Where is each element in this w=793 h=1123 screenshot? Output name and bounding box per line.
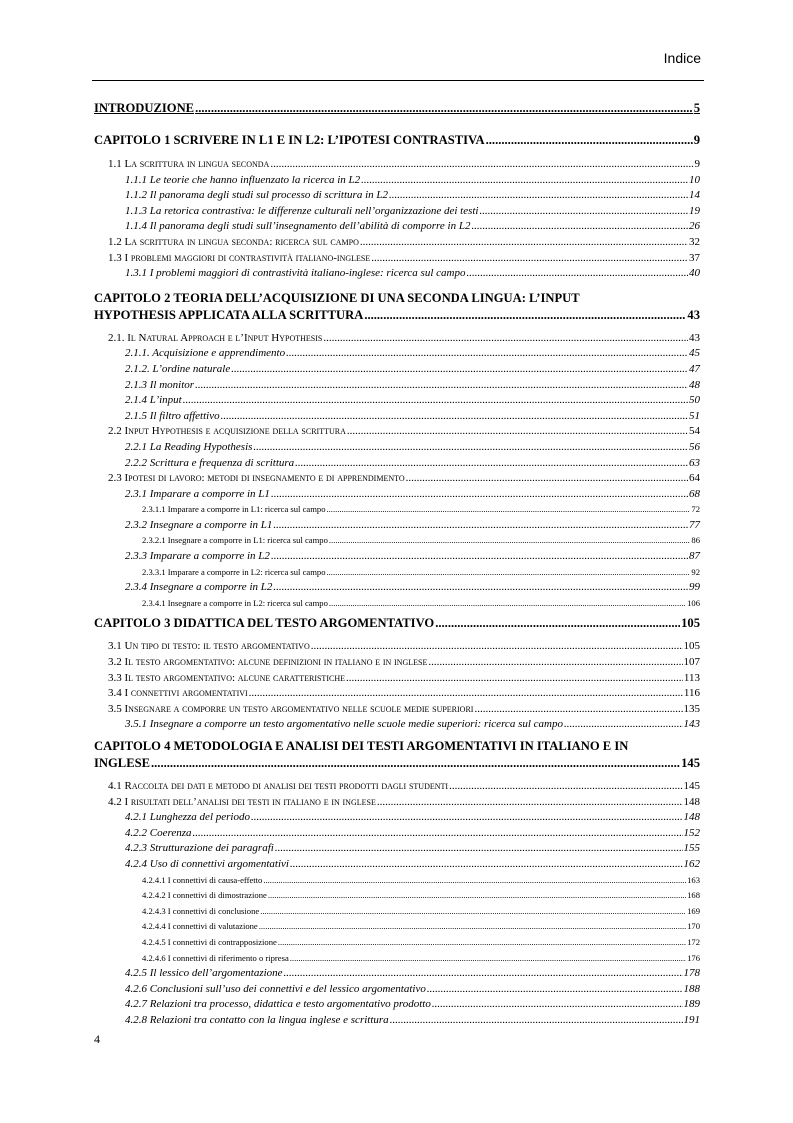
dot-leader [278, 935, 686, 951]
dot-leader [273, 580, 688, 596]
toc-entry-label: 4.2.4.6 I connettivi di riferimento o ripresa [142, 952, 289, 963]
dot-leader [449, 779, 682, 795]
toc-entry-label: 2.3.4.1 Insegnare a comporre in L2: ricerca sul campo [142, 597, 328, 608]
toc-page-number: 191 [683, 1013, 700, 1026]
toc-entry[interactable] [94, 173, 700, 189]
dot-leader [271, 549, 688, 565]
dot-leader [249, 686, 683, 702]
dot-leader [231, 362, 688, 378]
toc-entry-label: 2.3.1.1 Imparare a comporre in L1: ricerca sul campo [142, 504, 326, 515]
toc-entry-label: 2.2.1 La Reading Hypothesis [125, 440, 253, 453]
toc-page-number: 170 [687, 921, 700, 932]
toc-page-number: 26 [689, 220, 700, 233]
toc-page-number: 47 [689, 362, 700, 375]
toc-entry-label: 2.3.4 Insegnare a comporre in L2 [125, 581, 273, 594]
dot-leader [428, 655, 682, 671]
dot-leader [290, 951, 686, 967]
toc-entry-label: 1.1.2 Il panorama degli studi sul processo di scrittura in L2 [125, 189, 388, 202]
toc-page-number: 9 [694, 158, 700, 170]
toc-entry-label: 2.1.4 L’input [125, 394, 182, 407]
toc-entry[interactable] [94, 188, 700, 204]
toc-entry-label: CAPITOLO 3 DIDATTICA DEL TESTO ARGOMENTATIVO [94, 616, 435, 631]
toc-entry-label: 2.1.1. Acquisizione e apprendimento [125, 347, 286, 360]
dot-leader [259, 919, 686, 935]
toc-entry[interactable] [94, 502, 700, 518]
toc-entry-label: 3.2 Il testo argomentativo: alcune definizioni in italiano e in inglese [108, 656, 428, 669]
toc-entry[interactable] [94, 615, 700, 631]
toc-entry[interactable] [94, 235, 700, 251]
dot-leader [406, 471, 688, 487]
toc-entry[interactable] [94, 755, 700, 771]
toc-entry[interactable] [94, 655, 700, 671]
toc-entry-label: 3.5 Insegnare a comporre un testo argomentativo nelle scuole medie superiori [108, 702, 474, 715]
toc-entry[interactable] [94, 393, 700, 409]
toc-entry[interactable] [94, 888, 700, 904]
toc-page-number: 77 [689, 518, 700, 531]
toc-entry[interactable] [94, 307, 700, 323]
toc-entry-label: 1.1.4 Il panorama degli studi sull’insegnamento dell’abilità di comporre in L2 [125, 220, 471, 233]
toc-entry[interactable] [94, 904, 700, 920]
toc-entry[interactable] [94, 378, 700, 394]
dot-leader [270, 157, 693, 173]
toc-page-number: 113 [683, 671, 700, 684]
toc-entry-label: 1.1.3 La retorica contrastiva: le differenze culturali nell’organizzazione dei testi [125, 204, 479, 217]
toc-page-number: 105 [683, 640, 700, 653]
dot-leader [221, 409, 688, 425]
toc-page-number: 10 [689, 173, 700, 186]
toc-page-number: 9 [693, 133, 700, 147]
toc-entry[interactable] [94, 331, 700, 347]
toc-page-number: 178 [683, 967, 700, 980]
page-number: 4 [94, 1032, 100, 1046]
toc-entry[interactable] [94, 266, 700, 282]
toc-page-number: 5 [693, 101, 700, 115]
toc-page-number: 135 [683, 702, 700, 715]
toc-entry-label: 3.1 Un tipo di testo: il testo argomentativo [108, 640, 310, 653]
toc-page-number: 148 [683, 811, 700, 824]
dot-leader [251, 810, 683, 826]
toc-entry-label: 2.3.2.1 Insegnare a comporre in L1: ricerca sul campo [142, 535, 328, 546]
toc-page-number: 176 [687, 952, 700, 963]
toc-entry-label: 4.2 I risultati dell’analisi dei testi in italiano e in inglese [108, 795, 376, 808]
toc-entry-label: 2.3.3 Imparare a comporre in L2 [125, 550, 270, 563]
toc-entry-label: 2.3.1 Imparare a comporre in L1 [125, 487, 270, 500]
dot-leader [389, 188, 688, 204]
dot-leader [286, 346, 688, 362]
dot-leader [360, 235, 688, 251]
dot-leader [183, 393, 688, 409]
toc-entry[interactable] [94, 671, 700, 687]
toc-page-number: 43 [687, 307, 700, 322]
toc-entry[interactable] [94, 857, 700, 873]
toc-chapter-title-line: CAPITOLO 2 TEORIA DELL’ACQUISIZIONE DI UNA SECONDA LINGUA: L’INPUT [94, 290, 580, 305]
toc-entry[interactable] [94, 966, 700, 982]
dot-leader [364, 307, 686, 323]
toc-entry[interactable] [94, 919, 700, 935]
toc-entry-label: INGLESE [94, 756, 150, 770]
toc-page-number: 107 [683, 656, 700, 669]
toc-page-number: 172 [687, 936, 700, 947]
running-title: Indice [663, 50, 701, 66]
dot-leader [361, 173, 688, 189]
toc-entry-label: 3.3 Il testo argomentativo: alcune caratteristiche [108, 671, 345, 684]
toc-page-number: 56 [689, 440, 700, 453]
toc-entry[interactable] [94, 686, 700, 702]
toc-page-number: 48 [689, 378, 700, 391]
dot-leader [480, 204, 689, 220]
toc-entry[interactable] [94, 487, 700, 503]
toc-entry-label: 4.2.4.4 I connettivi di valutazione [142, 921, 258, 932]
toc-entry-label: 2.3.2 Insegnare a comporre in L1 [125, 518, 273, 531]
toc-page-number: 87 [689, 550, 700, 563]
toc-entry-label: 1.1 La scrittura in lingua seconda [108, 158, 270, 170]
toc-entry[interactable] [94, 471, 700, 487]
toc-page-number: 169 [687, 905, 700, 916]
toc-page-number: 45 [689, 347, 700, 360]
toc-page-number: 51 [689, 409, 700, 422]
toc-entry[interactable] [94, 826, 700, 842]
toc-entry-label: 4.2.4.3 I connettivi di conclusione [142, 905, 260, 916]
toc-page-number: 63 [689, 456, 700, 469]
toc-entry[interactable] [94, 132, 700, 148]
toc-page-number: 162 [683, 857, 700, 870]
toc-entry-label: 2.2 Input Hypothesis e acquisizione della scrittura [108, 425, 346, 438]
dot-leader [275, 841, 683, 857]
toc-entry-label: 4.2.5 Il lessico dell’argomentazione [125, 967, 283, 980]
toc-entry-label: 1.1.1 Le teorie che hanno influenzato la ricerca in L2 [125, 173, 361, 186]
toc-entry-label: 4.2.3 Strutturazione dei paragrafi [125, 842, 274, 855]
toc-page-number: 50 [689, 394, 700, 407]
toc-entry[interactable] [94, 518, 700, 534]
toc-entry-label: 4.2.4.2 I connettivi di dimostrazione [142, 890, 267, 901]
dot-leader [271, 487, 688, 503]
toc-page-number: 168 [687, 890, 700, 901]
toc-entry[interactable] [94, 935, 700, 951]
toc-entry-label: 2.1.5 Il filtro affettivo [125, 409, 220, 422]
dot-leader [427, 982, 683, 998]
toc-entry-label: HYPOTHESIS APPLICATA ALLA SCRITTURA [94, 307, 364, 322]
toc-page-number: 152 [683, 826, 700, 839]
toc-page-number: 19 [689, 204, 700, 217]
dot-leader [290, 857, 683, 873]
toc-page-number: 72 [691, 504, 700, 515]
dot-leader [195, 378, 688, 394]
toc-entry-label: 2.3 Ipotesi di lavoro: metodi di insegnamento e di apprendimento [108, 472, 405, 485]
toc-page-number: 86 [691, 535, 700, 546]
toc-entry[interactable] [94, 533, 700, 549]
toc-entry-label: 4.1 Raccolta dei dati e metodo di analisi dei testi prodotti dagli studenti [108, 780, 449, 792]
dot-leader [471, 219, 688, 235]
toc-page-number: 14 [689, 189, 700, 202]
toc-page-number: 99 [689, 581, 700, 594]
toc-entry[interactable] [94, 100, 700, 116]
toc-page-number: 40 [689, 267, 700, 280]
toc-entry-label: 2.1. Il Natural Approach e l’Input Hypothesis [108, 331, 323, 344]
toc-entry-label: 3.4 I connettivi argomentativi [108, 687, 248, 700]
dot-leader [474, 702, 682, 718]
toc-entry[interactable] [94, 362, 700, 378]
dot-leader [435, 615, 680, 631]
dot-leader [151, 755, 680, 771]
toc-page-number: 116 [683, 687, 700, 700]
dot-leader [260, 904, 686, 920]
toc-page-number: 145 [683, 780, 700, 792]
dot-leader [377, 795, 683, 811]
toc-entry[interactable] [94, 346, 700, 362]
dot-leader [311, 639, 683, 655]
toc-entry[interactable] [94, 1013, 700, 1029]
dot-leader [346, 671, 683, 687]
toc-entry[interactable] [94, 779, 700, 795]
toc-entry-label: 1.3.1 I problemi maggiori di contrastività italiano-inglese: ricerca sul campo [125, 267, 466, 280]
dot-leader [295, 456, 688, 472]
toc-entry[interactable] [94, 982, 700, 998]
toc-entry[interactable] [94, 565, 700, 581]
toc-entry-label: 4.2.6 Conclusioni sull’uso dei connettivi e del lessico argomentativo [125, 982, 426, 995]
toc-page-number: 145 [681, 756, 700, 770]
toc-entry-label: 1.2 La scrittura in lingua seconda: ricerca sul campo [108, 235, 359, 248]
toc-page-number: 43 [689, 331, 700, 344]
toc-entry-label: 4.2.7 Relazioni tra processo, didattica e testo argomentativo prodotto [125, 998, 431, 1011]
toc-entry-label: INTRODUZIONE [94, 101, 195, 115]
toc-entry[interactable] [94, 873, 700, 889]
toc-entry[interactable] [94, 580, 700, 596]
toc-page-number: 155 [683, 842, 700, 855]
toc-page-number: 54 [689, 425, 700, 438]
toc-entry[interactable] [94, 639, 700, 655]
dot-leader [195, 100, 693, 116]
dot-leader [564, 717, 683, 733]
toc-page-number: 188 [683, 982, 700, 995]
toc-page-number: 189 [683, 998, 700, 1011]
toc-entry-label: 2.1.3 Il monitor [125, 378, 195, 391]
toc-entry[interactable] [94, 795, 700, 811]
toc-page-number: 163 [687, 874, 700, 885]
toc-entry-label: 4.2.2 Coerenza [125, 826, 192, 839]
toc-entry-label: 4.2.8 Relazioni tra contatto con la lingua inglese e scrittura [125, 1013, 389, 1026]
dot-leader [193, 826, 683, 842]
toc-entry[interactable] [94, 717, 700, 733]
toc-entry[interactable] [94, 456, 700, 472]
dot-leader [327, 502, 691, 518]
toc-entry[interactable] [94, 424, 700, 440]
toc-page-number: 105 [681, 616, 700, 631]
toc-entry[interactable] [94, 219, 700, 235]
dot-leader [323, 331, 688, 347]
toc-page-number: 148 [683, 795, 700, 808]
toc-page-number: 32 [689, 235, 700, 248]
toc-entry[interactable] [94, 157, 700, 173]
toc-page-number: 106 [687, 597, 700, 608]
dot-leader [327, 565, 691, 581]
toc-page-number: 92 [691, 566, 700, 577]
toc-chapter-title-line: CAPITOLO 4 METODOLOGIA E ANALISI DEI TESTI ARGOMENTATIVI IN ITALIANO E IN [94, 739, 629, 753]
dot-leader [329, 533, 691, 549]
table-of-contents [94, 100, 700, 1029]
dot-leader [268, 888, 686, 904]
toc-entry-label: 4.2.1 Lunghezza del periodo [125, 811, 250, 824]
dot-leader [486, 132, 693, 148]
toc-entry-label: 4.2.4 Uso di connettivi argomentativi [125, 857, 289, 870]
toc-page-number: 143 [683, 718, 700, 731]
toc-entry[interactable] [94, 549, 700, 565]
toc-entry[interactable] [94, 409, 700, 425]
dot-leader [390, 1013, 683, 1029]
toc-entry-label: 1.3 I problemi maggiori di contrastività italiano-inglese [108, 251, 371, 264]
toc-entry[interactable] [94, 810, 700, 826]
toc-entry-label: 2.1.2. L’ordine naturale [125, 362, 231, 375]
toc-entry-label: CAPITOLO 1 SCRIVERE IN L1 E IN L2: L’IPOTESI CONTRASTIVA [94, 133, 485, 147]
toc-entry[interactable] [94, 951, 700, 967]
toc-entry-label: 3.5.1 Insegnare a comporre un testo argomentativo nelle scuole medie superiori: ricerca sul campo [125, 718, 563, 731]
toc-entry-label: 2.2.2 Scrittura e frequenza di scrittura [125, 456, 295, 469]
toc-entry-label: 2.3.3.1 Imparare a comporre in L2: ricerca sul campo [142, 566, 326, 577]
dot-leader [329, 596, 686, 612]
dot-leader [263, 873, 686, 889]
toc-entry[interactable] [94, 251, 700, 267]
dot-leader [466, 266, 688, 282]
toc-entry[interactable] [94, 440, 700, 456]
toc-entry[interactable] [94, 596, 700, 612]
dot-leader [253, 440, 688, 456]
toc-entry[interactable] [94, 841, 700, 857]
toc-entry-label: 4.2.4.1 I connettivi di causa-effetto [142, 874, 263, 885]
dot-leader [432, 997, 683, 1013]
toc-entry[interactable] [94, 702, 700, 718]
header-rule [92, 80, 704, 81]
toc-entry[interactable] [94, 997, 700, 1013]
toc-entry[interactable] [94, 204, 700, 220]
toc-page-number: 64 [689, 472, 700, 485]
toc-entry-label: 4.2.4.5 I connettivi di contrapposizione [142, 936, 277, 947]
dot-leader [371, 251, 688, 267]
dot-leader [284, 966, 683, 982]
dot-leader [347, 424, 688, 440]
dot-leader [273, 518, 688, 534]
toc-page-number: 68 [689, 487, 700, 500]
toc-page-number: 37 [689, 251, 700, 264]
